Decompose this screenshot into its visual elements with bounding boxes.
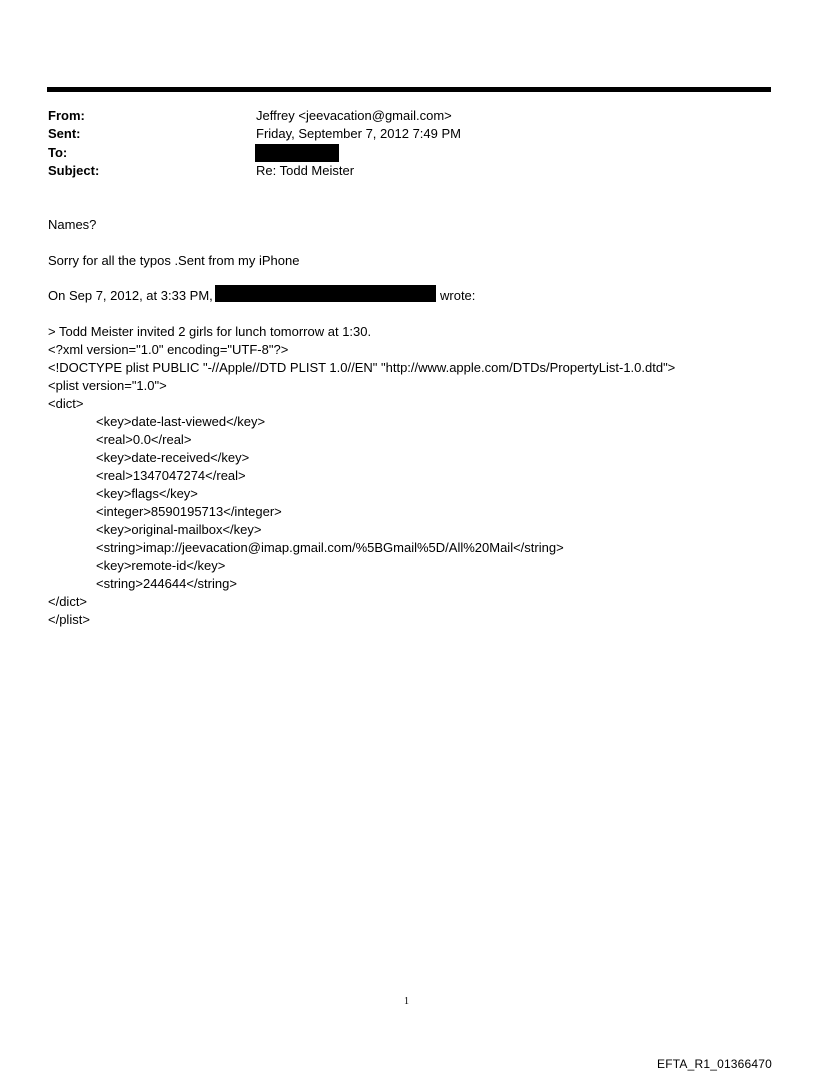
quoted-line: <plist version="1.0"> xyxy=(48,378,167,393)
subject-value: Re: Todd Meister xyxy=(256,163,355,178)
sent-label: Sent: xyxy=(48,126,81,141)
header-divider-rule xyxy=(47,87,771,92)
quote-attribution-suffix: wrote: xyxy=(440,288,476,303)
quoted-line: <integer>8590195713</integer> xyxy=(96,504,282,519)
quoted-line: </dict> xyxy=(48,594,88,609)
to-redaction-box xyxy=(255,144,339,162)
quoted-line: <key>original-mailbox</key> xyxy=(96,522,262,537)
quoted-line: <dict> xyxy=(48,396,84,411)
quoted-line: > Todd Meister invited 2 girls for lunch tomorrow at 1:30. xyxy=(48,324,372,339)
sender-redaction-box xyxy=(215,285,436,302)
quoted-line: <key>date-last-viewed</key> xyxy=(96,414,266,429)
quoted-line: <string>244644</string> xyxy=(96,576,237,591)
quoted-line: <!DOCTYPE plist PUBLIC "-//Apple//DTD PLIST 1.0//EN" "http://www.apple.com/DTDs/PropertyList-1.0.dtd"> xyxy=(48,360,676,375)
from-label: From: xyxy=(48,108,85,123)
quote-attribution-prefix: On Sep 7, 2012, at 3:33 PM, xyxy=(48,288,213,303)
quoted-line: <real>0.0</real> xyxy=(96,432,192,447)
quoted-line: <key>date-received</key> xyxy=(96,450,250,465)
from-value: Jeffrey <jeevacation@gmail.com> xyxy=(256,108,452,123)
body-line-names: Names? xyxy=(48,217,97,232)
page-number: 1 xyxy=(404,996,409,1007)
sent-value: Friday, September 7, 2012 7:49 PM xyxy=(256,126,461,141)
bates-number: EFTA_R1_01366470 xyxy=(657,1057,773,1071)
subject-label: Subject: xyxy=(48,163,100,178)
quoted-line: <key>remote-id</key> xyxy=(96,558,226,573)
quoted-line: <?xml version="1.0" encoding="UTF-8"?> xyxy=(48,342,289,357)
quoted-line: </plist> xyxy=(48,612,90,627)
quoted-line: <string>imap://jeevacation@imap.gmail.com/%5BGmail%5D/All%20Mail</string> xyxy=(96,540,564,555)
to-label: To: xyxy=(48,145,68,160)
quoted-line: <real>1347047274</real> xyxy=(96,468,246,483)
body-line-signature: Sorry for all the typos .Sent from my iPhone xyxy=(48,253,300,268)
quoted-line: <key>flags</key> xyxy=(96,486,198,501)
